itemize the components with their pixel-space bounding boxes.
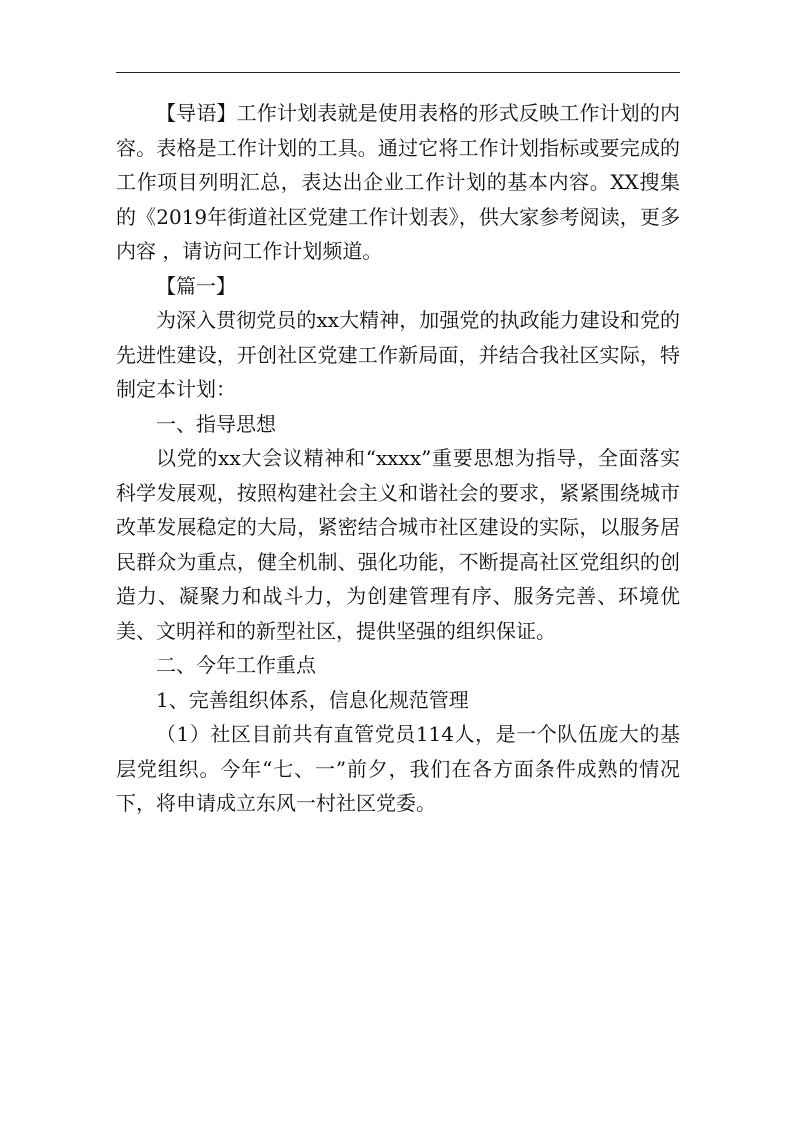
heading-work-priorities: 二、今年工作重点: [156, 653, 316, 677]
guiding-ideology-paragraph: 以党的xx大会议精神和“xxxx”重要思想为指导，全面落实科学发展观，按照构建社会主义和谐社会的要求，紧紧围绕城市改革发展稳定的大局，紧密结合城市社区建设的实际，以服务居民群众为重点，健全机制、强化功能，不断提高社区党组织的创造力、凝聚力和战斗力，为创建管理有序、服务完善、环境优美、文明祥和的新型社区，提供坚强的组织保证。: [116, 446, 680, 643]
opening-paragraph: 为深入贯彻党员的xx大精神，加强党的执政能力建设和党的先进性建设，开创社区党建工作新局面，并结合我社区实际，特制定本计划：: [116, 308, 680, 401]
document-body: [116, 96, 680, 821]
subheading-organization-system: 1、完善组织体系，信息化规范管理: [156, 687, 469, 712]
section-heading-part-one: 【篇一】: [156, 273, 236, 298]
organization-paragraph: （1）社区目前共有直管党员114人，是一个队伍庞大的基层党组织。今年“七、一”前夕，我们在各方面条件成熟的情况下，将申请成立东风一村社区党委。: [116, 722, 680, 815]
heading-guiding-ideology: 一、指导思想: [156, 411, 276, 436]
intro-paragraph: 【导语】工作计划表就是使用表格的形式反映工作计划的内容。表格是工作计划的工具。通过它将工作计划指标或要完成的工作项目列明汇总，表达出企业工作计划的基本内容。XX搜集的《2019年街道社区党建工作计划表》，供大家参考阅读，更多内容 ，请访问工作计划频道。: [116, 101, 680, 263]
header-rule: [116, 72, 680, 73]
